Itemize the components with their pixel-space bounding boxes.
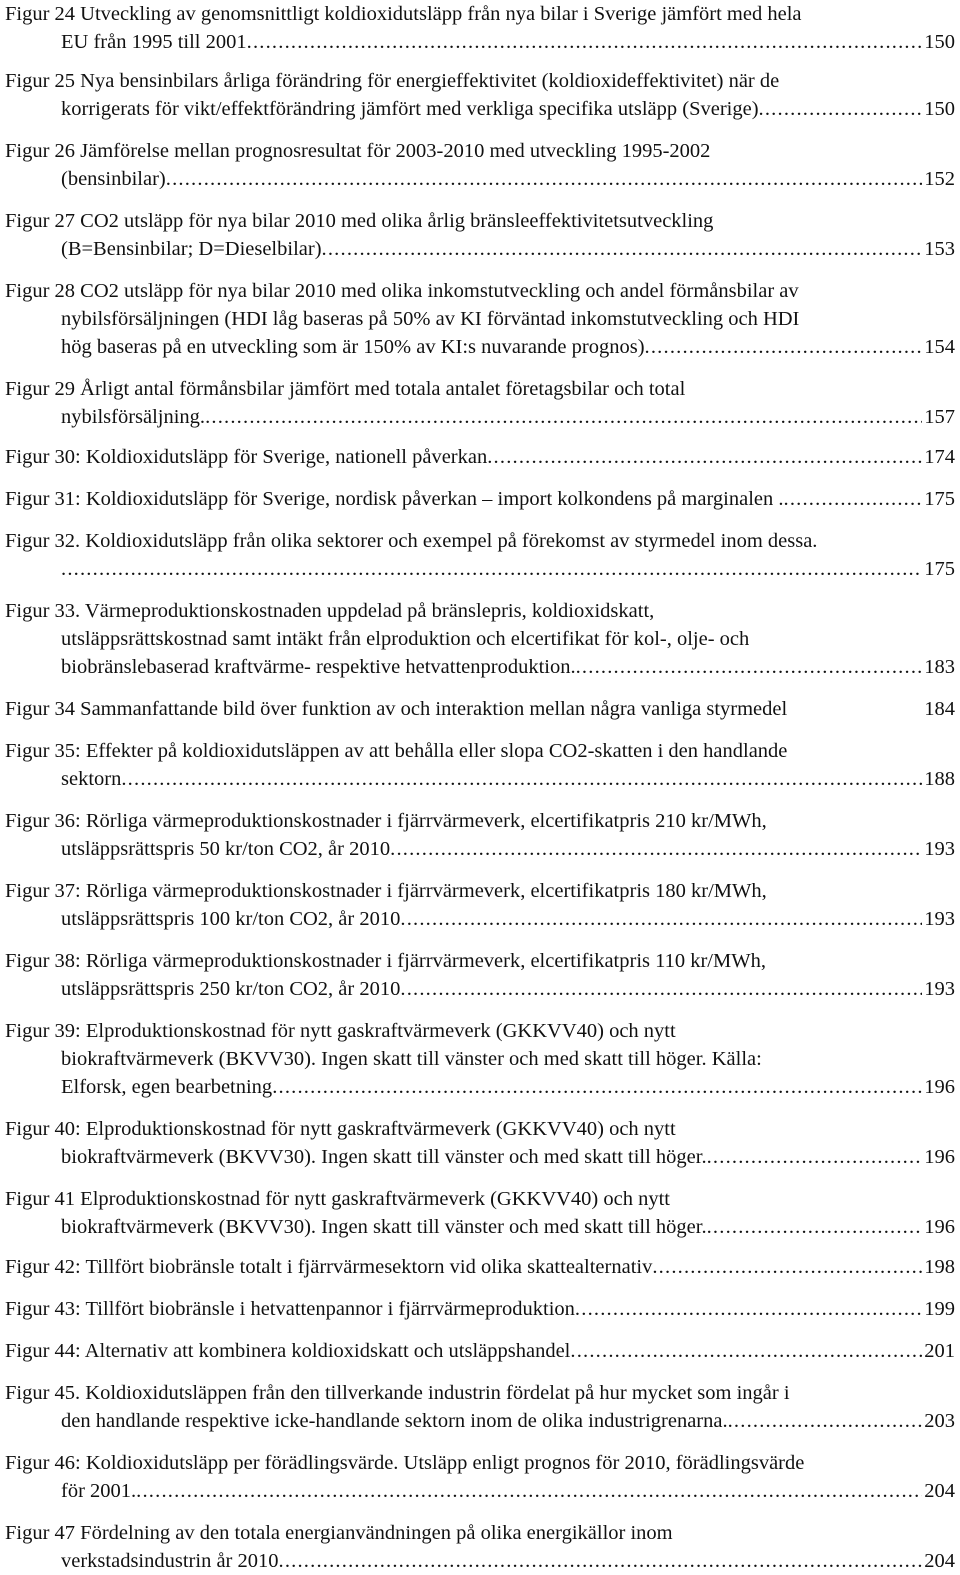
toc-entry-last-line bbox=[5, 1547, 955, 1575]
toc-entry-line: utsläppsrättskostnad samt intäkt från elproduktion och elcertifikat för kol-, olje- och bbox=[61, 628, 750, 650]
toc-entry-last-line bbox=[5, 333, 955, 361]
toc-entry-last-line bbox=[5, 28, 955, 56]
dot-leader bbox=[784, 485, 923, 513]
toc-entry[interactable] bbox=[5, 1449, 955, 1505]
dot-leader bbox=[61, 555, 922, 583]
toc-page-number: 184 bbox=[924, 698, 955, 720]
toc-entry-line: Figur 26 Jämförelse mellan prognosresultat för 2003-2010 med utveckling 1995-2002 bbox=[5, 140, 711, 162]
dot-leader bbox=[652, 1253, 922, 1281]
toc-entry[interactable] bbox=[5, 527, 955, 583]
toc-page-number: 193 bbox=[924, 978, 955, 1000]
toc-entry-last-line bbox=[5, 235, 955, 263]
toc-entry[interactable] bbox=[5, 375, 955, 431]
toc-entry[interactable] bbox=[5, 137, 955, 193]
toc-entry[interactable] bbox=[5, 1017, 955, 1101]
toc-entry-line: nybilsförsäljningen (HDI låg baseras på 50% av KI förväntad inkomstutveckling och HDI bbox=[61, 308, 800, 330]
toc-entry-title: Figur 31: Koldioxidutsläpp för Sverige, nordisk påverkan – import kolkondens på marginalen . bbox=[5, 488, 784, 510]
dot-leader bbox=[166, 165, 923, 193]
toc-entry-last-line bbox=[5, 695, 955, 723]
dot-leader bbox=[121, 765, 922, 793]
toc-entry-title: för 2001. bbox=[61, 1480, 137, 1502]
toc-entry[interactable] bbox=[5, 947, 955, 1003]
toc-page-number: 157 bbox=[924, 406, 955, 428]
dot-leader bbox=[136, 1477, 922, 1505]
toc-entry-line: Figur 33. Värmeproduktionskostnaden uppdelad på bränslepris, koldioxidskatt, bbox=[5, 600, 655, 622]
toc-page-number: 193 bbox=[924, 838, 955, 860]
toc-entry[interactable] bbox=[5, 695, 955, 723]
toc-entry-line: Figur 46: Koldioxidutsläpp per förädlingsvärde. Utsläpp enligt prognos för 2010, förädlingsvärde bbox=[5, 1452, 805, 1474]
toc-entry-title: nybilsförsäljning. bbox=[61, 406, 206, 428]
dot-leader bbox=[707, 1143, 923, 1171]
dot-leader bbox=[728, 1407, 923, 1435]
toc-page-number: 152 bbox=[924, 168, 955, 190]
toc-entry-last-line bbox=[5, 653, 955, 681]
toc-entry-line: Figur 37: Rörliga värmeproduktionskostnader i fjärrvärmeverk, elcertifikatpris 180 kr/MWh, bbox=[5, 880, 767, 902]
toc-entry-line: Figur 41 Elproduktionskostnad för nytt gaskraftvärmeverk (GKKVV40) och nytt bbox=[5, 1188, 670, 1210]
toc-entry-title: korrigerats för vikt/effektförändring jämfört med verkliga specifika utsläpp (Sverige) bbox=[61, 98, 759, 120]
toc-entry-line: Figur 39: Elproduktionskostnad för nytt gaskraftvärmeverk (GKKVV40) och nytt bbox=[5, 1020, 676, 1042]
toc-entry-line: biokraftvärmeverk (BKVV30). Ingen skatt till vänster och med skatt till höger. Källa: bbox=[61, 1048, 762, 1070]
toc-entry-last-line bbox=[5, 485, 955, 513]
toc-page-number: 204 bbox=[924, 1550, 955, 1572]
toc-entry[interactable] bbox=[5, 1253, 955, 1281]
toc-page-number: 199 bbox=[924, 1298, 955, 1320]
toc-entry-line: Figur 40: Elproduktionskostnad för nytt gaskraftvärmeverk (GKKVV40) och nytt bbox=[5, 1118, 676, 1140]
dot-leader bbox=[400, 975, 922, 1003]
toc-entry-last-line bbox=[5, 1143, 955, 1171]
toc-entry-title: (bensinbilar) bbox=[61, 168, 166, 190]
toc-page-number: 196 bbox=[924, 1076, 955, 1098]
toc-entry-last-line bbox=[5, 905, 955, 933]
toc-entry-title: sektorn bbox=[61, 768, 122, 790]
dot-leader bbox=[707, 1213, 923, 1241]
toc-entry-last-line bbox=[5, 1337, 955, 1365]
toc-page-number: 175 bbox=[924, 558, 955, 580]
toc-entry-line: Figur 29 Årligt antal förmånsbilar jämfört med totala antalet företagsbilar och total bbox=[5, 378, 686, 400]
toc-entry-title: Elforsk, egen bearbetning bbox=[61, 1076, 273, 1098]
toc-entry-last-line bbox=[5, 1295, 955, 1323]
dot-leader bbox=[247, 28, 923, 56]
toc-entry[interactable] bbox=[5, 1185, 955, 1241]
toc-entry-title: verkstadsindustrin år 2010 bbox=[61, 1550, 279, 1572]
toc-entry-title: Figur 30: Koldioxidutsläpp för Sverige, nationell påverkan bbox=[5, 446, 488, 468]
toc-page-number: 153 bbox=[924, 238, 955, 260]
toc-entry-title: hög baseras på en utveckling som är 150% av KI:s nuvarande prognos) bbox=[61, 336, 645, 358]
toc-entry-title: Figur 34 Sammanfattande bild över funktion av och interaktion mellan några vanliga styrmedel bbox=[5, 698, 788, 720]
toc-page-number: 193 bbox=[924, 908, 955, 930]
toc-entry-title: biobränslebaserad kraftvärme- respektive hetvattenproduktion. bbox=[61, 656, 576, 678]
toc-entry-last-line bbox=[5, 975, 955, 1003]
toc-entry[interactable] bbox=[5, 1379, 955, 1435]
toc-entry[interactable] bbox=[5, 1115, 955, 1171]
toc-entry-line: Figur 45. Koldioxidutsläppen från den tillverkande industrin fördelat på hur mycket som ingår i bbox=[5, 1382, 790, 1404]
toc-page-number: 201 bbox=[924, 1340, 955, 1362]
toc-entry-last-line bbox=[5, 403, 955, 431]
toc-entry-line: Figur 36: Rörliga värmeproduktionskostnader i fjärrvärmeverk, elcertifikatpris 210 kr/MWh, bbox=[5, 810, 767, 832]
toc-entry-last-line bbox=[5, 443, 955, 471]
toc-entry-title: biokraftvärmeverk (BKVV30). Ingen skatt till vänster och med skatt till höger. bbox=[61, 1146, 707, 1168]
toc-entry[interactable] bbox=[5, 1337, 955, 1365]
toc-page-number: 204 bbox=[924, 1480, 955, 1502]
toc-entry[interactable] bbox=[5, 807, 955, 863]
toc-entry-title: den handlande respektive icke-handlande sektorn inom de olika industrigrenarna. bbox=[61, 1410, 728, 1432]
toc-entry-title: biokraftvärmeverk (BKVV30). Ingen skatt till vänster och med skatt till höger. bbox=[61, 1216, 707, 1238]
toc-page-number: 183 bbox=[924, 656, 955, 678]
toc-page-number: 203 bbox=[924, 1410, 955, 1432]
toc-page-number: 196 bbox=[924, 1216, 955, 1238]
toc-entry[interactable] bbox=[5, 597, 955, 681]
toc-entry-last-line bbox=[5, 1073, 955, 1101]
dot-leader bbox=[759, 95, 923, 123]
toc-entry-title: Figur 42: Tillfört biobränsle totalt i fjärrvärmesektorn vid olika skattealternativ bbox=[5, 1256, 653, 1278]
toc-entry-last-line bbox=[5, 95, 955, 123]
toc-entry[interactable] bbox=[5, 67, 955, 123]
toc-entry[interactable] bbox=[5, 0, 955, 56]
dot-leader bbox=[272, 1073, 922, 1101]
toc-entry-title: utsläppsrättspris 50 kr/ton CO2, år 2010 bbox=[61, 838, 391, 860]
toc-entry-line: Figur 27 CO2 utsläpp för nya bilar 2010 med olika årlig bränsleeffektivitetsutveckling bbox=[5, 210, 714, 232]
toc-entry[interactable] bbox=[5, 207, 955, 263]
toc-entry-title: Figur 44: Alternativ att kombinera koldioxidskatt och utsläppshandel bbox=[5, 1340, 571, 1362]
toc-entry-line: Figur 47 Fördelning av den totala energianvändningen på olika energikällor inom bbox=[5, 1522, 673, 1544]
toc-entry-last-line bbox=[5, 165, 955, 193]
toc-entry-line: Figur 35: Effekter på koldioxidutsläppen av att behålla eller slopa CO2-skatten i den handlande bbox=[5, 740, 788, 762]
toc-entry[interactable] bbox=[5, 443, 955, 471]
toc-entry[interactable] bbox=[5, 877, 955, 933]
toc-entry-last-line bbox=[5, 1407, 955, 1435]
toc-entry-last-line bbox=[5, 1213, 955, 1241]
toc-entry-line: Figur 38: Rörliga värmeproduktionskostnader i fjärrvärmeverk, elcertifikatpris 110 kr/MWh, bbox=[5, 950, 766, 972]
toc-entry-line: Figur 32. Koldioxidutsläpp från olika sektorer och exempel på förekomst av styrmedel inom dessa. bbox=[5, 530, 818, 552]
toc-entry-last-line bbox=[5, 555, 955, 583]
toc-entry-last-line bbox=[5, 765, 955, 793]
dot-leader bbox=[570, 1337, 922, 1365]
toc-entry[interactable] bbox=[5, 277, 955, 361]
toc-page-number: 150 bbox=[924, 98, 955, 120]
dot-leader bbox=[575, 1295, 922, 1323]
toc-entry-line: Figur 25 Nya bensinbilars årliga förändring för energieffektivitet (koldioxideffektivitet) när de bbox=[5, 70, 780, 92]
dot-leader bbox=[576, 653, 923, 681]
toc-entry-title: Figur 43: Tillfört biobränsle i hetvattenpannor i fjärrvärmeproduktion bbox=[5, 1298, 575, 1320]
dot-leader bbox=[322, 235, 923, 263]
toc-entry-line: Figur 24 Utveckling av genomsnittligt koldioxidutsläpp från nya bilar i Sverige jämfört med hela bbox=[5, 3, 802, 25]
toc-entry-line: Figur 28 CO2 utsläpp för nya bilar 2010 med olika inkomstutveckling och andel förmånsbilar av bbox=[5, 280, 799, 302]
dot-leader bbox=[487, 443, 922, 471]
dot-leader bbox=[645, 333, 923, 361]
dot-leader bbox=[205, 403, 922, 431]
dot-leader bbox=[400, 905, 922, 933]
toc-page-number: 198 bbox=[924, 1256, 955, 1278]
dot-leader bbox=[390, 835, 922, 863]
toc-entry-title: EU från 1995 till 2001 bbox=[61, 31, 247, 53]
dot-leader bbox=[279, 1547, 923, 1575]
toc-entry-title: utsläppsrättspris 100 kr/ton CO2, år 2010 bbox=[61, 908, 401, 930]
toc-entry-last-line bbox=[5, 835, 955, 863]
toc-page-number: 150 bbox=[924, 31, 955, 53]
toc-entry-title: utsläppsrättspris 250 kr/ton CO2, år 2010 bbox=[61, 978, 401, 1000]
toc-entry-last-line bbox=[5, 1253, 955, 1281]
toc-page-number: 196 bbox=[924, 1146, 955, 1168]
toc-page-number: 175 bbox=[924, 488, 955, 510]
toc-page-number: 188 bbox=[924, 768, 955, 790]
toc-entry[interactable] bbox=[5, 1295, 955, 1323]
toc-page-number: 154 bbox=[924, 336, 955, 358]
toc-entry[interactable] bbox=[5, 737, 955, 793]
toc-entry-last-line bbox=[5, 1477, 955, 1505]
toc-page-number: 174 bbox=[924, 446, 955, 468]
toc-entry[interactable] bbox=[5, 485, 955, 513]
toc-entry-title: (B=Bensinbilar; D=Dieselbilar) bbox=[61, 238, 322, 260]
toc-entry[interactable] bbox=[5, 1519, 955, 1575]
